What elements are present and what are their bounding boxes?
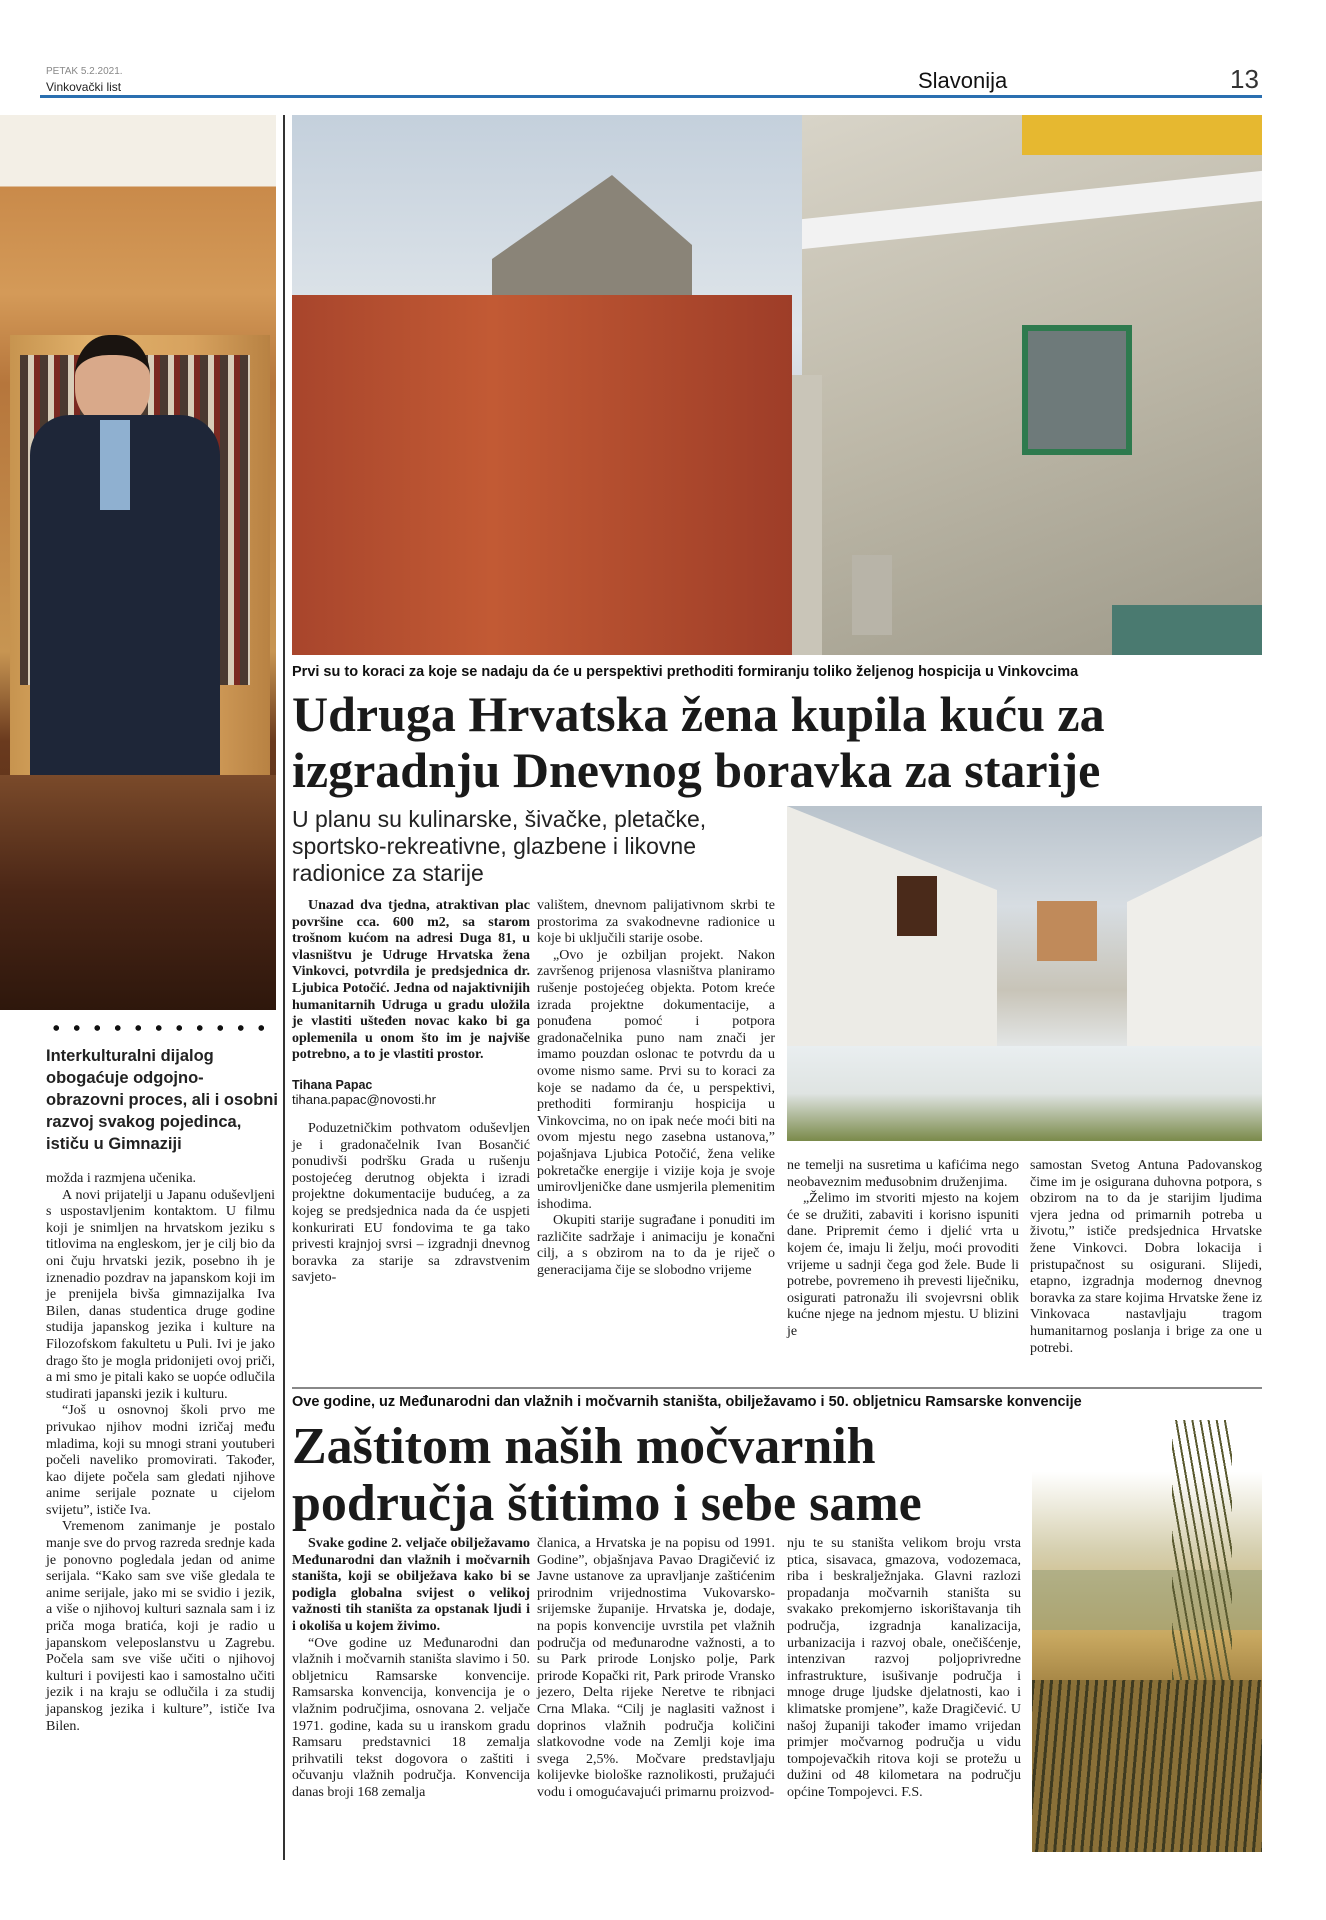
paragraph: ne temelji na susretima u kafićima nego neobaveznim međusobnim druženjima.: [787, 1158, 1019, 1190]
article2-column-3: [787, 1536, 1021, 1802]
author-name: Tihana Papac: [292, 1077, 373, 1092]
paragraph: samostan Svetog Antuna Padovanskog čime im je osigurana duhovna potpora, s obzirom na to da je starijim ljudima vjera jedna od primarnih potreba u životu,” ističe predsjednica Hrvatske žene Vinkovci. Dobra lokacija i pristupačnost su osigurani. Slijedi, etapno, izgradnja modernog dnevnog boravka za stare kojima Hrvatske žene iz Vinkovaca nastavljaju tragom humanitarnog poslanja i brige za one u potrebi.: [1030, 1158, 1262, 1356]
student-photo: [0, 115, 276, 1010]
sidebar-pullquote: Interkulturalni dijalog obogaćuje odgojno-obrazovni proces, ali i osobni razvoj svakog pojedinca, ističu u Gimnaziji: [46, 1047, 278, 1153]
article1-column-1: [292, 898, 530, 1287]
article-divider: [292, 1387, 1262, 1389]
article2-column-2: [537, 1536, 775, 1802]
paragraph: možda i razmjena učenika.: [46, 1171, 197, 1186]
paragraph: A novi prijatelji u Japanu oduševljeni s uspostavljenim kontaktom. U filmu koji je snimljen na hrvatskom jeziku s titlovima na engleskom, jer je cilj bio da oni čuju hrvatski jezik, posebno ih je iznenadio pozdrav na japanskom koji im je prenijela bivša gimnazijalka Iva Bilen, danas studentica druge godine studija japanskog jezika i kulture na Filozofskom fakultetu u Puli. Ivi je jako drago što je mogla pridonijeti ovoj priči, a mi smo je pitali kako se uopće odlučila studirati japanski jezik i kulturu.: [46, 1187, 275, 1402]
paragraph: „Želimo im stvoriti mjesto na kojem će se družiti, zabaviti i korisno ispuniti dane. Pripremit ćemo i djelić vrta u kojem će, imaju li želju, moći provoditi vrijeme u sadnji čega god žele. Bude li potrebe, povremeno ih prevesti liječniku, osigurati patronažu ili svojevrsni oblik kućne njege na jednom mjestu. U blizini je: [787, 1191, 1019, 1339]
article2-column-1: [292, 1536, 530, 1802]
article2-lead: Svake godine 2. veljače obilježavamo Međunarodni dan vlažnih i močvarnih staništa, koji se obilježava kako bi se podigla globalna svijest o velikoj važnosti tih staništa za opstanak ljudi i i okoliša u kojem živimo.: [292, 1536, 530, 1634]
dot-separator: [46, 1023, 274, 1033]
paragraph: “Ove godine uz Međunarodni dan vlažnih i močvarnih staništa slavimo i 50. obljetnicu Ramsarske konvencije. Ramsarska konvencija, konvencija je o vlažnim područjima, osnovana 2. veljače 1971. godine, kada su u iranskom gradu Ramsaru predstavnici 18 zemalja prihvatili tekst dogovora o zaštiti i očuvanju vlažnih područja. Konvencija danas broji 168 zemalja: [292, 1635, 530, 1800]
column-divider: [283, 115, 285, 1860]
header-rule: [40, 95, 1262, 98]
article1-subhead: U planu su kulinarske, šivačke, pletačke, sportsko-rekreativne, glazbene i likovne radionice za starije: [292, 806, 707, 886]
sidebar-body: [46, 1171, 275, 1735]
paragraph: članica, a Hrvatska je na popisu od 1991. Godine”, objašnjava Pavao Dragičević iz Javne ustanove za upravljanje zaštićenim prirodnim vrijednostima Vukovarsko-srijemske županije. Hrvatska je, dodaje, na popis konvencije uvrstila pet vlažnih područja od međunarodne važnosti, a to su Park prirode Lonjsko polje, Park prirode Kopački rit, Park prirode Vransko jezero, Delta rijeke Neretve te ribnjaci Crna Mlaka. “Cilj je naglasiti važnost i doprinos vlažnih područja količini slatkovodne vode na Zemlji koje ima svega 2,5%. Močvare predstavljaju kolijevke biološke raznolikosti, pružajući vodu i omogućavajući primarnu proizvod-: [537, 1536, 775, 1800]
section-title: Slavonija: [918, 68, 1008, 93]
paragraph: valištem, dnevnom palijativnom skrbi te prostorima za svakodnevne radionice u koje bi uključili starije osobe.: [537, 898, 775, 947]
article1-column-2: [537, 898, 775, 1280]
wetland-photo: [1032, 1420, 1262, 1852]
article1-headline: Udruga Hrvatska žena kupila kuću za izgradnju Dnevnog boravka za starije: [292, 686, 1105, 798]
article1-kicker: Prvi su to koraci za koje se nadaju da će u perspektivi prethoditi formiranju toliko željenog hospicija u Vinkovcima: [292, 664, 1079, 680]
newspaper-name: Vinkovački list: [46, 80, 122, 94]
paragraph: Vremenom zanimanje je postalo manje sve do prvog razreda srednje kada je ponovno pogledala jedan od anime serijala. “Kako sam sve više gledala te anime serijale, jako mi se svidio i jezik, a više o njihovoj kulturi saznala sam i iz priča moga bratića, koji je radio u japanskom veleposlanstvu u Zagrebu. Počela sam sve više učiti o njihovoj kulturi i povijesti kao i samostalno učiti jezik i na kraju se odlučila i za studij japanskog jezika i kulture”, ističe Iva Bilen.: [46, 1519, 275, 1734]
courtyard-photo: [787, 806, 1262, 1141]
article1-lead: Unazad dva tjedna, atraktivan plac površine cca. 600 m2, sa starom trošnom kućom na adresi Duga 81, u vlasništvu je Udruge Hrvatska žena Vinkovci, potvrdila je predsjednica dr. Ljubica Potočić. Jedna od najaktivnijih humanitarnih Udruga u gradu uložila je vlastiti ušteđen novac kako bi ga oplemenila u onom što im je najviše potrebno, a to je vlastiti prostor.: [292, 898, 530, 1063]
issue-date: PETAK 5.2.2021.: [46, 66, 123, 77]
paragraph: nju te su staništa velikom broju vrsta ptica, sisavaca, gmazova, vodozemaca, riba i beskralježnjaka. Glavni razlozi propadanja močvarnih staništa su svakako prekomjerno iskorištavanja tih područja, izgradnja kanalizacija, urbanizacija i razvoj obale, onečišćenje, intenzivan razvoj poljoprivredne infrastrukture, isušivanje područja i mnoge druge ljudske djelatnosti, kao i klimatske promjene”, kaže Dragičević. U našoj županiji također imamo vrijedan primjer močvarnog područja u vidu tompojevačkih ritova koji se protežu u dužini od 48 kilometara na području općine Tompojevci. F.S.: [787, 1536, 1021, 1800]
author-email[interactable]: tihana.papac@novosti.hr: [292, 1091, 437, 1107]
page-number: 13: [1230, 64, 1259, 94]
sidebar: [46, 1023, 278, 1735]
article2-headline: Zaštitom naših močvarnih područja štitimo i sebe same: [292, 1418, 922, 1532]
paragraph: “Još u osnovnoj školi prvo me privukao njihov modni izričaj među mladima, koji su mnogi strani youtuberi počeli naveliko promovirati. Također, kao dijete počela sam gledati njihove anime serijale poznate u cijelom svijetu”, ističe Iva.: [46, 1403, 275, 1518]
paragraph: „Ovo je ozbiljan projekt. Nakon završenog prijenosa vlasništva planiramo rušenje postojećeg objekta. Potom kreće izrada projektne dokumentacije, a ponuđena pomoć i potpora gradonačelnika puno nam znači jer imamo pouzdan oslonac te potvrdu da u ovome nismo same. Prvi su to koraci za koje se nadamo da će, u perspektivi, prethoditi formiranju hospicija u Vinkovcima, no on ipak neće moći biti na ovom mjestu nego zasebna ustanova,” pojašnjava Ljubica Potočić, žena velike pokretačke energije i vizije koja je svoje umirovljeničke dane usmjerila plemenitim ishodima.: [537, 947, 775, 1212]
article1-column-4: [1030, 1158, 1262, 1357]
paragraph: Okupiti starije sugrađane i ponuditi im različite sadržaje i animaciju je konačni cilj, a s obzirom na to da je riječ o generacijama čije se slobodno vrijeme: [537, 1213, 775, 1279]
house-photo: [292, 115, 1262, 655]
article1-column-3: [787, 1158, 1019, 1341]
article2-kicker: Ove godine, uz Međunarodni dan vlažnih i močvarnih staništa, obilježavamo i 50. obljetnicu Ramsarske konvencije: [292, 1394, 1082, 1410]
paragraph: Poduzetničkim pothvatom oduševljen je i gradonačelnik Ivan Bosančić ponudivši podršku Grada u rušenju postojećeg derutnog objekta i izradi projektne dokumentacije budućeg, a za kojeg se predsjednica nada da će uspjeti konkurirati EU fondovima te ga tako privesti krajnjoj svrsi – izgradnji dnevnog boravka za starije sa zdravstvenim savjeto-: [292, 1120, 530, 1286]
